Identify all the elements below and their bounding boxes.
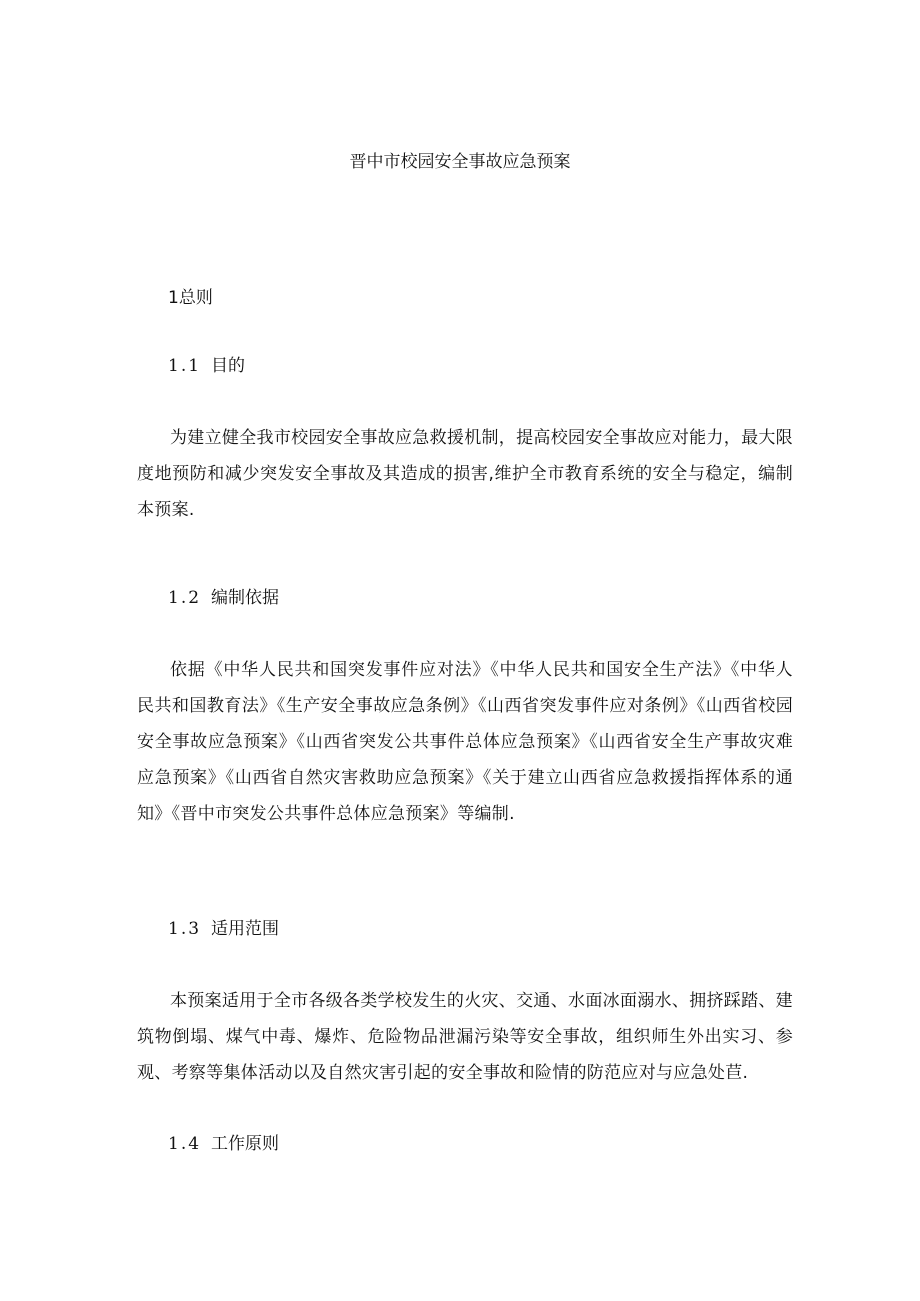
paragraph-scope: 本预案适用于全市各级各类学校发生的火灾、交通、水面冰面溺水、拥挤踩踏、建筑物倒塌、煤气中毒、爆炸、危险物品泄漏污染等安全事故，组织师生外出实习、参观、考察等集体活动以及自然灾害引起的安全事故和险情的防范应对与应急处苣. <box>137 991 793 1083</box>
section-number: 1.4 <box>168 1134 202 1154</box>
section-label: 工作原则 <box>211 1134 280 1154</box>
section-number: 1.2 <box>168 588 202 608</box>
section-number: 1.1 <box>168 356 202 376</box>
section-label: 编制依据 <box>211 588 280 608</box>
section-heading-basis <box>168 586 279 610</box>
paragraph-basis: 依据《中华人民共和国突发事件应对法》《中华人民共和国安全生产法》《中华人民共和国教育法》《生产安全事故应急条例》《山西省突发事件应对条例》《山西省校园安全事故应急预案》《山西省突发公共事件总体应急预案》《山西省安全生产事故灾难应急预案》《山西省自然灾害救助应急预案》《关于建立山西省应急救援指挥体系的通知》《晋中市突发公共事件总体应急预案》等编制. <box>137 660 793 824</box>
section-number: 1.3 <box>168 919 202 939</box>
section-heading-principles <box>168 1132 279 1156</box>
section-heading-purpose <box>168 354 245 378</box>
paragraph-purpose: 为建立健全我市校园安全事故应急救援机制，提高校园安全事故应对能力，最大限度地预防和减少突发安全事故及其造成的损害,维护全市教育系统的安全与稳定，编制本预案. <box>137 428 793 520</box>
section-label: 适用范围 <box>211 919 280 939</box>
section-heading-general <box>168 286 213 310</box>
section-label: 目的 <box>211 356 246 376</box>
section-heading-scope <box>168 917 279 941</box>
document-title: 晋中市校园安全事故应急预案 <box>349 152 571 172</box>
section-label: 1总则 <box>168 288 213 308</box>
